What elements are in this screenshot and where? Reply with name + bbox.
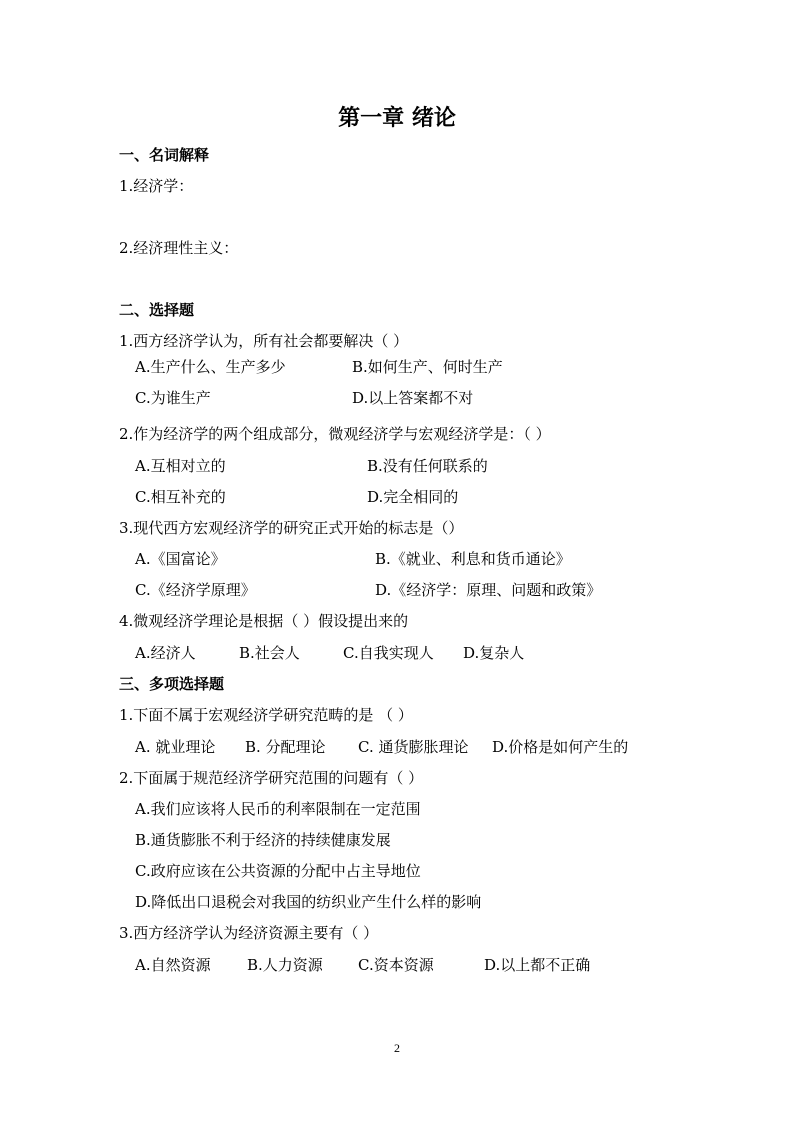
- question-text: 4.微观经济学理论是根据（ ）假设提出来的: [119, 612, 409, 630]
- option-b: B.《就业、利息和货币通论》: [375, 550, 571, 568]
- option-c: C.《经济学原理》: [135, 581, 256, 599]
- question-text: 3.西方经济学认为经济资源主要有（ ）: [119, 924, 379, 942]
- option-d: D.《经济学：原理、问题和政策》: [375, 581, 602, 599]
- option-a: A. 就业理论: [135, 738, 216, 756]
- question-text: 1.西方经济学认为，所有社会都要解决（ ）: [119, 332, 409, 350]
- section-heading-multiple-choice: 三、多项选择题: [119, 675, 225, 693]
- section-heading-definitions: 一、名词解释: [119, 146, 210, 164]
- option-a: A.我们应该将人民币的利率限制在一定范围: [135, 800, 421, 818]
- option-c: C.政府应该在公共资源的分配中占主导地位: [135, 862, 421, 880]
- option-b: B.没有任何联系的: [367, 457, 488, 475]
- option-d: D.完全相同的: [367, 488, 459, 506]
- section-heading-single-choice: 二、选择题: [119, 301, 195, 319]
- option-b: B.通货膨胀不利于经济的持续健康发展: [135, 831, 391, 849]
- question-text: 2.作为经济学的两个组成部分，微观经济学与宏观经济学是：（ ）: [119, 425, 551, 443]
- option-d: D.价格是如何产生的: [492, 738, 629, 756]
- option-a: A.自然资源: [135, 956, 211, 974]
- option-b: B. 分配理论: [245, 738, 326, 756]
- option-c: C.相互补充的: [135, 488, 226, 506]
- term-economics: 1.经济学：: [119, 177, 194, 195]
- question-text: 2.下面属于规范经济学研究范围的问题有（ ）: [119, 769, 424, 787]
- option-a: A.《国富论》: [135, 550, 226, 568]
- option-d: D.复杂人: [463, 644, 525, 662]
- option-c: C. 通货膨胀理论: [358, 738, 469, 756]
- option-a: A.生产什么、生产多少: [135, 358, 286, 376]
- option-b: B.社会人: [239, 644, 300, 662]
- term-economic-rationalism: 2.经济理性主义：: [119, 239, 239, 257]
- option-c: C.为谁生产: [135, 389, 211, 407]
- option-b: B.人力资源: [247, 956, 323, 974]
- question-text: 3.现代西方宏观经济学的研究正式开始的标志是（）: [119, 519, 464, 537]
- option-c: C.自我实现人: [343, 644, 434, 662]
- page-number: 2: [394, 1041, 400, 1055]
- option-d: D.以上答案都不对: [352, 389, 474, 407]
- option-c: C.资本资源: [358, 956, 434, 974]
- option-a: A.经济人: [135, 644, 196, 662]
- question-text: 1.下面不属于宏观经济学研究范畴的是 （ ）: [119, 706, 413, 724]
- option-a: A.互相对立的: [135, 457, 226, 475]
- option-d: D.降低出口退税会对我国的纺织业产生什么样的影响: [135, 893, 482, 911]
- option-b: B.如何生产、何时生产: [352, 358, 503, 376]
- option-d: D.以上都不正确: [484, 956, 591, 974]
- chapter-title: 第一章 绪论: [338, 105, 456, 131]
